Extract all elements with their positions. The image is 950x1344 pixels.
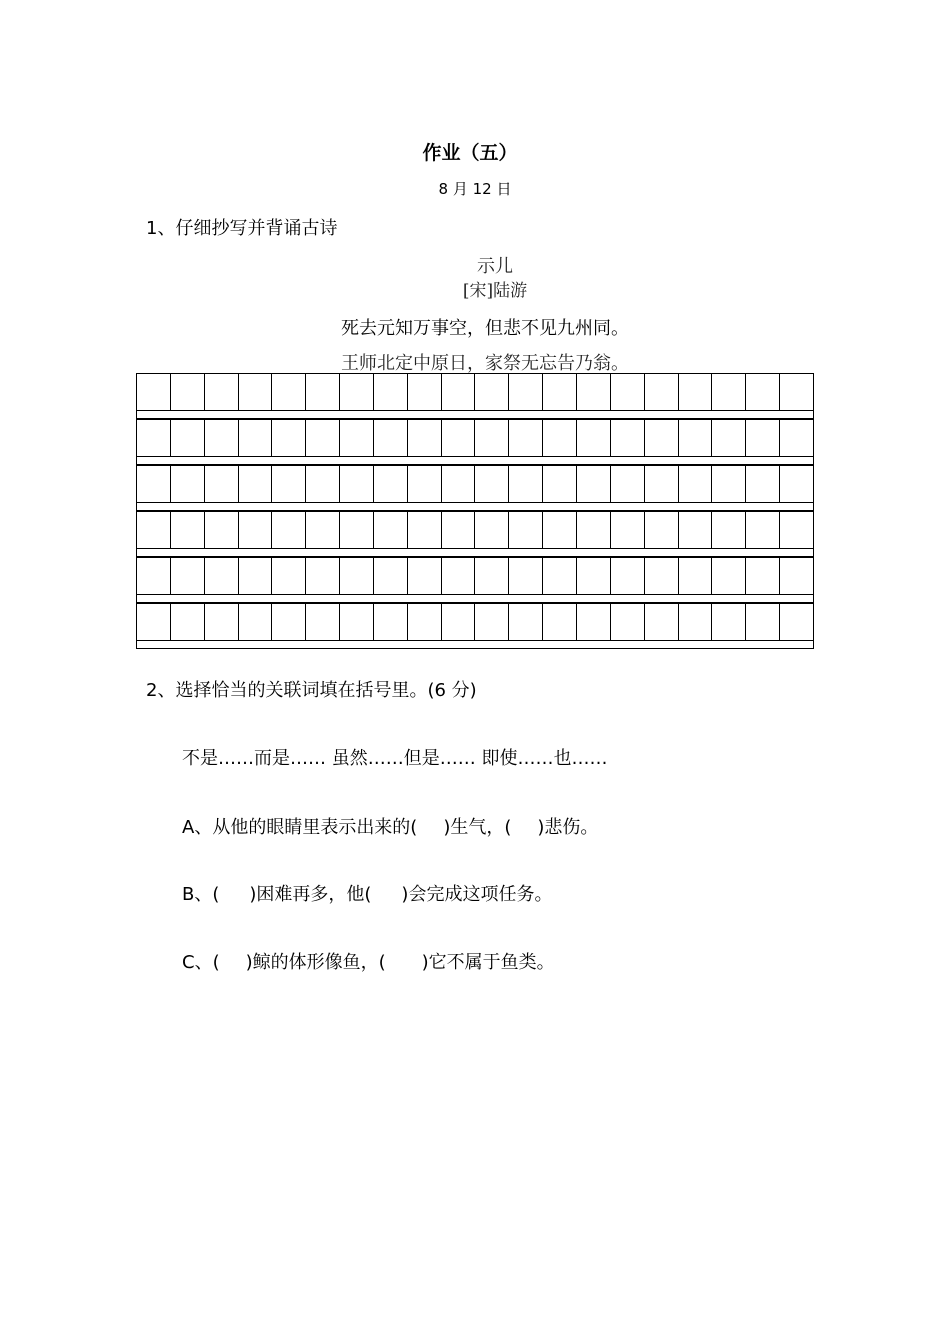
grid-cell[interactable] — [442, 512, 476, 549]
grid-cell[interactable] — [374, 420, 408, 457]
grid-cell[interactable] — [509, 558, 543, 595]
grid-cell[interactable] — [340, 558, 374, 595]
grid-cell[interactable] — [746, 420, 780, 457]
grid-row-gap — [136, 503, 814, 511]
grid-cell[interactable] — [137, 420, 171, 457]
item-b-part2: )困难再多，他( — [249, 884, 372, 905]
grid-cell[interactable] — [543, 420, 577, 457]
grid-cell[interactable] — [306, 512, 340, 549]
grid-cell[interactable] — [205, 466, 239, 503]
grid-cell[interactable] — [239, 512, 273, 549]
grid-cell[interactable] — [509, 374, 543, 411]
grid-cell[interactable] — [577, 604, 611, 641]
item-b — [182, 880, 552, 906]
grid-cell[interactable] — [442, 466, 476, 503]
grid-cell[interactable] — [780, 374, 814, 411]
conjunction-options: 不是……而是…… 虽然……但是…… 即使……也…… — [182, 748, 608, 769]
grid-cell[interactable] — [645, 558, 679, 595]
grid-row-gap — [136, 411, 814, 419]
grid-cell[interactable] — [475, 512, 509, 549]
item-c-part1: C、( — [182, 952, 220, 973]
grid-cell[interactable] — [780, 466, 814, 503]
grid-cell[interactable] — [780, 512, 814, 549]
grid-row-gap — [136, 549, 814, 557]
grid-cell[interactable] — [679, 374, 713, 411]
grid-cell[interactable] — [408, 604, 442, 641]
grid-cell[interactable] — [306, 374, 340, 411]
grid-cell[interactable] — [645, 466, 679, 503]
item-c-part3: )它不属于鱼类。 — [421, 952, 555, 973]
item-c — [182, 948, 555, 974]
grid-row — [136, 557, 814, 603]
grid-cell[interactable] — [306, 466, 340, 503]
grid-cell[interactable] — [340, 604, 374, 641]
grid-cell[interactable] — [746, 466, 780, 503]
grid-cell[interactable] — [746, 604, 780, 641]
grid-cell[interactable] — [509, 466, 543, 503]
grid-cell[interactable] — [780, 604, 814, 641]
grid-cell[interactable] — [543, 512, 577, 549]
grid-cell[interactable] — [408, 558, 442, 595]
grid-cell[interactable] — [509, 512, 543, 549]
grid-cell[interactable] — [239, 466, 273, 503]
date-line: 8 月 12 日 — [438, 180, 512, 198]
item-b-part3: )会完成这项任务。 — [401, 884, 553, 905]
grid-cell[interactable] — [272, 512, 306, 549]
grid-cell[interactable] — [374, 466, 408, 503]
grid-cell[interactable] — [645, 512, 679, 549]
grid-cell[interactable] — [679, 558, 713, 595]
grid-cell[interactable] — [679, 420, 713, 457]
grid-cell[interactable] — [306, 420, 340, 457]
grid-cell[interactable] — [340, 374, 374, 411]
grid-cell[interactable] — [408, 374, 442, 411]
grid-cell[interactable] — [679, 466, 713, 503]
grid-cell[interactable] — [577, 466, 611, 503]
grid-cell[interactable] — [577, 558, 611, 595]
grid-row — [136, 419, 814, 465]
grid-cells — [136, 511, 814, 549]
grid-cell[interactable] — [746, 512, 780, 549]
grid-cell[interactable] — [272, 420, 306, 457]
grid-cell[interactable] — [611, 466, 645, 503]
grid-cell[interactable] — [442, 374, 476, 411]
grid-cell[interactable] — [306, 604, 340, 641]
grid-cell[interactable] — [712, 420, 746, 457]
grid-cell[interactable] — [577, 374, 611, 411]
grid-cell[interactable] — [205, 512, 239, 549]
grid-cell[interactable] — [611, 420, 645, 457]
grid-cell[interactable] — [442, 420, 476, 457]
grid-cell[interactable] — [272, 558, 306, 595]
item-a-part1: A、从他的眼睛里表示出来的( — [182, 817, 418, 838]
poem-title: 示儿 — [477, 256, 513, 277]
grid-cell[interactable] — [611, 558, 645, 595]
grid-cell[interactable] — [205, 558, 239, 595]
grid-cell[interactable] — [543, 558, 577, 595]
grid-cell[interactable] — [475, 420, 509, 457]
grid-cell[interactable] — [374, 604, 408, 641]
grid-cell[interactable] — [137, 374, 171, 411]
grid-cell[interactable] — [239, 604, 273, 641]
grid-cell[interactable] — [645, 374, 679, 411]
grid-cells — [136, 603, 814, 641]
grid-cell[interactable] — [171, 558, 205, 595]
page-title: 作业（五） — [422, 142, 518, 164]
grid-cell[interactable] — [475, 374, 509, 411]
grid-cell[interactable] — [205, 604, 239, 641]
grid-cell[interactable] — [340, 466, 374, 503]
grid-cell[interactable] — [408, 420, 442, 457]
grid-cell[interactable] — [239, 374, 273, 411]
grid-cell[interactable] — [171, 374, 205, 411]
grid-cell[interactable] — [712, 466, 746, 503]
grid-cell[interactable] — [272, 604, 306, 641]
grid-cells — [136, 419, 814, 457]
grid-cell[interactable] — [205, 420, 239, 457]
grid-cell[interactable] — [679, 604, 713, 641]
grid-cell[interactable] — [611, 374, 645, 411]
grid-cell[interactable] — [171, 604, 205, 641]
grid-cell[interactable] — [340, 512, 374, 549]
grid-cell[interactable] — [712, 558, 746, 595]
question-1-prompt: 1、仔细抄写并背诵古诗 — [146, 218, 338, 239]
item-a-part2: )生气，( — [443, 817, 512, 838]
grid-cell[interactable] — [340, 420, 374, 457]
grid-cell[interactable] — [374, 512, 408, 549]
grid-cells — [136, 465, 814, 503]
grid-cell[interactable] — [780, 558, 814, 595]
grid-cell[interactable] — [239, 420, 273, 457]
poem-line-2: 王师北定中原日，家祭无忘告乃翁。 — [341, 353, 629, 374]
item-c-part2: )鲸的体形像鱼，( — [245, 952, 386, 973]
grid-cell[interactable] — [577, 420, 611, 457]
grid-cell[interactable] — [543, 374, 577, 411]
poem-author: [宋]陆游 — [462, 281, 528, 301]
grid-cell[interactable] — [712, 512, 746, 549]
poem-line-1: 死去元知万事空，但悲不见九州同。 — [341, 318, 629, 339]
grid-cell[interactable] — [475, 558, 509, 595]
grid-cell[interactable] — [137, 466, 171, 503]
question-2-prompt: 2、选择恰当的关联词填在括号里。(6 分) — [146, 680, 477, 701]
grid-row — [136, 465, 814, 511]
grid-cell[interactable] — [239, 558, 273, 595]
grid-row-gap — [136, 595, 814, 603]
grid-cell[interactable] — [306, 558, 340, 595]
grid-cell[interactable] — [611, 512, 645, 549]
grid-cell[interactable] — [137, 558, 171, 595]
grid-cell[interactable] — [645, 420, 679, 457]
grid-cell[interactable] — [543, 466, 577, 503]
grid-cell[interactable] — [171, 466, 205, 503]
grid-cell[interactable] — [137, 604, 171, 641]
grid-cell[interactable] — [442, 604, 476, 641]
item-a-part3: )悲伤。 — [537, 817, 599, 838]
grid-cell[interactable] — [645, 604, 679, 641]
writing-grid — [136, 373, 814, 649]
grid-cell[interactable] — [543, 604, 577, 641]
grid-cell[interactable] — [509, 604, 543, 641]
grid-cells — [136, 373, 814, 411]
grid-cell[interactable] — [577, 512, 611, 549]
grid-cell[interactable] — [780, 420, 814, 457]
grid-cell[interactable] — [712, 374, 746, 411]
grid-row-gap — [136, 457, 814, 465]
grid-cell[interactable] — [171, 420, 205, 457]
grid-cell[interactable] — [712, 604, 746, 641]
item-b-part1: B、( — [182, 884, 220, 905]
grid-row — [136, 511, 814, 557]
grid-cell[interactable] — [171, 512, 205, 549]
grid-cell[interactable] — [746, 558, 780, 595]
grid-cells — [136, 557, 814, 595]
grid-cell[interactable] — [679, 512, 713, 549]
grid-cell[interactable] — [408, 466, 442, 503]
grid-cell[interactable] — [611, 604, 645, 641]
item-a — [182, 813, 598, 839]
grid-cell[interactable] — [475, 604, 509, 641]
grid-cell[interactable] — [272, 466, 306, 503]
grid-cell[interactable] — [475, 466, 509, 503]
grid-cell[interactable] — [442, 558, 476, 595]
grid-row-gap — [136, 641, 814, 649]
grid-cell[interactable] — [374, 374, 408, 411]
grid-cell[interactable] — [408, 512, 442, 549]
grid-cell[interactable] — [205, 374, 239, 411]
grid-cell[interactable] — [137, 512, 171, 549]
grid-cell[interactable] — [272, 374, 306, 411]
grid-cell[interactable] — [509, 420, 543, 457]
grid-cell[interactable] — [374, 558, 408, 595]
grid-row — [136, 603, 814, 649]
grid-cell[interactable] — [746, 374, 780, 411]
grid-row — [136, 373, 814, 419]
